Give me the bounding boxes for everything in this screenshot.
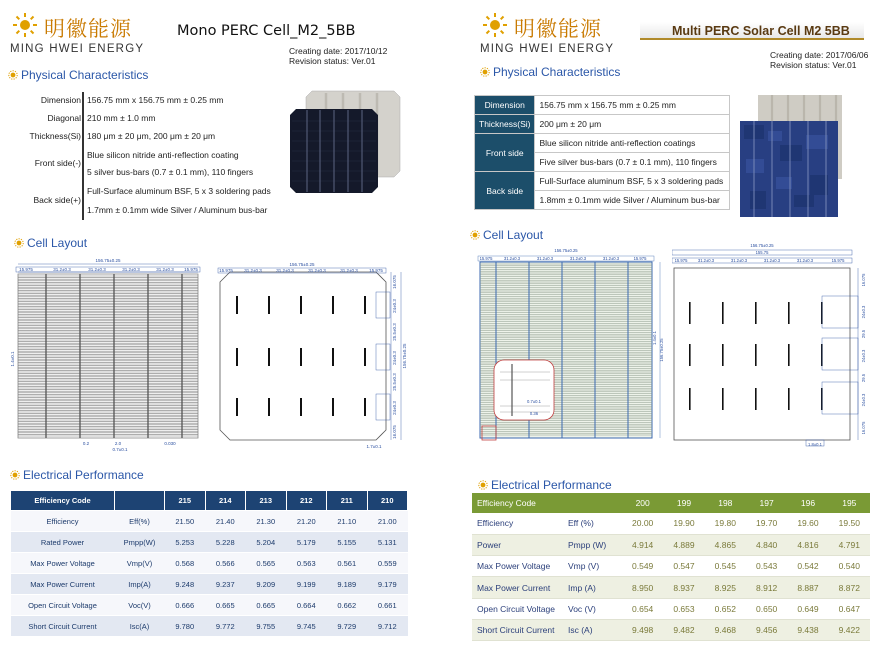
table-row: [11, 532, 408, 553]
parameter-name-cell: Short Circuit Current: [472, 619, 568, 640]
value-cell: 0.653: [663, 598, 704, 619]
value-cell: 4.865: [705, 534, 746, 555]
spec-row-dimension: Dimension 156.75 mm x 156.75 mm ± 0.25 mm: [40, 95, 224, 105]
front-seg-label: 31.2±0.3: [503, 256, 521, 261]
sun-bullet-icon: [8, 70, 18, 80]
back-pad-label: 24±0.3: [861, 349, 866, 363]
back-pad-label: 24±0.3: [861, 393, 866, 407]
value-cell: 0.559: [367, 553, 408, 574]
table-row: [472, 619, 870, 640]
value-cell: 0.547: [663, 556, 704, 577]
value-cell: 9.189: [327, 574, 368, 595]
front-seg-label: 15.975: [19, 267, 33, 272]
value-cell: 5.228: [205, 532, 246, 553]
front-seg-label: 31.2±0.3: [88, 267, 106, 272]
electrical-performance-heading: Electrical Performance: [10, 468, 144, 482]
sun-bullet-icon: [470, 230, 480, 240]
value-cell: 9.498: [622, 619, 663, 640]
table-row: [11, 616, 408, 637]
sun-bullet-icon: [14, 238, 24, 248]
value-cell: 9.237: [205, 574, 246, 595]
parameter-name-cell: Max Power Voltage: [11, 553, 115, 574]
value-cell: 0.545: [705, 556, 746, 577]
value-cell: 0.566: [205, 553, 246, 574]
mono-cell-photo: [288, 87, 406, 195]
logo-english-name: MING HWEI ENERGY: [10, 43, 145, 55]
back-pad-label: 16.075: [392, 425, 397, 439]
back-pad-label: 16.075: [861, 273, 866, 287]
value-cell: 19.60: [787, 513, 828, 534]
back-pad-label: 25.5±0.3: [392, 323, 397, 341]
revision-status: Revision status: Ver.01: [289, 56, 376, 66]
mono-back-layout-drawing: [216, 262, 424, 450]
value-cell: 9.745: [286, 616, 327, 637]
parameter-symbol-cell: Vmp (V): [568, 556, 622, 577]
back-seg-label: 31.2±0.3: [308, 268, 326, 273]
document-title: Mono PERC Cell_M2_5BB: [177, 23, 356, 39]
multi-cell-photo: [740, 95, 844, 219]
logo-chinese-name: 明徽能源: [44, 17, 132, 41]
value-cell: 20.00: [622, 513, 663, 534]
parameter-symbol-cell: Voc (V): [568, 598, 622, 619]
value-cell: 19.90: [663, 513, 704, 534]
value-cell: 19.70: [746, 513, 787, 534]
value-cell: 0.540: [829, 556, 870, 577]
value-cell: 9.772: [205, 616, 246, 637]
value-cell: 0.543: [746, 556, 787, 577]
mono-electrical-table: [10, 490, 408, 637]
value-cell: 19.50: [829, 513, 870, 534]
value-cell: 0.662: [327, 595, 368, 616]
cell-layout-heading: Cell Layout: [14, 236, 87, 250]
value-cell: 9.712: [367, 616, 408, 637]
front-bottom-label: 2.0: [114, 441, 122, 446]
table-row: [472, 534, 870, 555]
parameter-symbol-cell: Isc(A): [115, 616, 165, 637]
back-seg-label: 31.2±0.3: [763, 258, 781, 263]
parameter-name-cell: Max Power Current: [11, 574, 115, 595]
company-logo: [8, 12, 168, 58]
creating-date: Creating date: 2017/06/06: [770, 50, 869, 60]
value-cell: 21.20: [286, 511, 327, 532]
back-seg-label: 31.2±0.3: [276, 268, 294, 273]
back-pad-label: 24±0.3: [392, 351, 397, 365]
value-cell: 5.131: [367, 532, 408, 553]
back-side-label: 156.75±0.25: [402, 343, 407, 369]
back-seg-label: 15.975: [674, 258, 688, 263]
cell-layout-heading: Cell Layout: [470, 228, 543, 242]
back-pad-label: 24±0.3: [392, 401, 397, 415]
spec-row-back-side: Back side Full-Surface aluminum BSF, 5 x 3 soldering pads: [475, 172, 730, 191]
value-cell: 21.50: [165, 511, 206, 532]
front-seg-label: 15.975: [184, 267, 198, 272]
mono-perc-datasheet: [0, 0, 432, 665]
value-cell: 9.209: [246, 574, 287, 595]
front-seg-label: 31.2±0.3: [156, 267, 174, 272]
value-cell: 0.650: [746, 598, 787, 619]
table-row: [11, 595, 408, 616]
value-cell: 0.542: [787, 556, 828, 577]
value-cell: 0.652: [705, 598, 746, 619]
table-row: [472, 556, 870, 577]
spec-row-thickness: Thickness(Si) 200 μm ± 20 μm: [475, 115, 730, 134]
parameter-symbol-cell: Voc(V): [115, 595, 165, 616]
document-meta: [289, 46, 387, 66]
spec-row-back-side: Back side(+) Full-Surface aluminum BSF, 5 x 3 soldering pads 1.7mm ± 0.1mm wide Silver / Aluminum bus-bar: [33, 186, 271, 215]
front-bottom-label: 0.7±0.1: [112, 447, 128, 452]
table-row: [472, 577, 870, 598]
mono-front-layout-drawing: [8, 256, 208, 456]
front-seg-label: 15.975: [479, 256, 493, 261]
spec-row-front-side: Front side(-) Blue silicon nitride anti-reflection coating 5 silver bus-bars (0.7 ± 0.1 mm), 110 fingers: [34, 150, 254, 177]
multi-back-layout-drawing: [672, 240, 872, 450]
multi-perc-datasheet: [444, 0, 878, 665]
multi-electrical-table: [472, 493, 870, 641]
parameter-symbol-cell: Pmpp(W): [115, 532, 165, 553]
value-cell: 9.456: [746, 619, 787, 640]
back-seg-label: 15.975: [219, 268, 233, 273]
parameter-name-cell: Open Circuit Voltage: [11, 595, 115, 616]
back-seg-label: 31.2±0.3: [340, 268, 358, 273]
parameter-symbol-cell: Imp (A): [568, 577, 622, 598]
physical-characteristics-heading: Physical Characteristics: [480, 65, 620, 79]
physical-spec-table: [474, 95, 730, 210]
value-cell: 0.665: [205, 595, 246, 616]
back-bottom-label: 1.8±0.1: [808, 442, 822, 447]
back-seg-label: 31.2±0.3: [730, 258, 748, 263]
front-seg-label: 31.2±0.3: [536, 256, 554, 261]
back-pad-label: 24±0.3: [861, 305, 866, 319]
back-seg-label: 15.975: [369, 268, 383, 273]
sun-logo-icon: [482, 12, 508, 38]
revision-status: Revision status: Ver.01: [770, 60, 857, 70]
back-seg-label: 31.2±0.3: [796, 258, 814, 263]
logo-chinese-name: 明徽能源: [514, 17, 602, 41]
front-seg-label: 31.2±0.3: [569, 256, 587, 261]
value-cell: 9.199: [286, 574, 327, 595]
parameter-name-cell: Open Circuit Voltage: [472, 598, 568, 619]
value-cell: 4.914: [622, 534, 663, 555]
back-inner-label: 155.75: [755, 250, 769, 255]
sun-bullet-icon: [478, 480, 488, 490]
back-seg-label: 31.2±0.3: [697, 258, 715, 263]
table-header-row: Efficiency Code 200 199 198 197 196 195: [472, 493, 870, 513]
value-cell: 9.780: [165, 616, 206, 637]
parameter-name-cell: Power: [472, 534, 568, 555]
back-bottom-label: 1.7±0.1: [366, 444, 382, 449]
front-seg-label: 31.2±0.3: [602, 256, 620, 261]
physical-characteristics-heading: Physical Characteristics: [8, 68, 148, 82]
table-row: [11, 574, 408, 595]
value-cell: 5.253: [165, 532, 206, 553]
back-width-label: 156.75±0.25: [750, 243, 774, 248]
detail-label: 0.7±0.1: [527, 399, 541, 404]
value-cell: 0.561: [327, 553, 368, 574]
value-cell: 8.950: [622, 577, 663, 598]
sun-bullet-icon: [480, 67, 490, 77]
value-cell: 8.912: [746, 577, 787, 598]
value-cell: 8.872: [829, 577, 870, 598]
electrical-performance-heading: Electrical Performance: [478, 478, 612, 492]
parameter-name-cell: Efficiency: [472, 513, 568, 534]
back-pad-label: 25.5±0.3: [392, 373, 397, 391]
parameter-name-cell: Max Power Current: [472, 577, 568, 598]
table-row: [472, 513, 870, 534]
value-cell: 9.422: [829, 619, 870, 640]
back-seg-label: 15.975: [831, 258, 845, 263]
value-cell: 21.00: [367, 511, 408, 532]
front-seg-label: 31.2±0.3: [53, 267, 71, 272]
document-meta: [770, 50, 868, 70]
parameter-symbol-cell: Eff (%): [568, 513, 622, 534]
back-pad-label: 29.5: [861, 329, 866, 339]
parameter-symbol-cell: Isc (A): [568, 619, 622, 640]
value-cell: 0.549: [622, 556, 663, 577]
value-cell: 9.438: [787, 619, 828, 640]
value-cell: 8.887: [787, 577, 828, 598]
value-cell: 4.889: [663, 534, 704, 555]
front-seg-label: 31.2±0.3: [122, 267, 140, 272]
value-cell: 21.30: [246, 511, 287, 532]
front-width-label: 156.75±0.25: [554, 248, 578, 253]
back-width-label: 156.75±0.25: [289, 262, 315, 267]
front-width-label: 156.75±0.25: [95, 258, 121, 263]
value-cell: 5.179: [286, 532, 327, 553]
value-cell: 9.468: [705, 619, 746, 640]
parameter-name-cell: Max Power Voltage: [472, 556, 568, 577]
value-cell: 0.565: [246, 553, 287, 574]
value-cell: 8.925: [705, 577, 746, 598]
front-bottom-label: 0.2: [82, 441, 90, 446]
front-bottom-label: 0.030: [164, 441, 176, 446]
parameter-symbol-cell: Imp(A): [115, 574, 165, 595]
value-cell: 4.816: [787, 534, 828, 555]
front-side-label: 156.75±0.25: [659, 338, 664, 362]
sun-bullet-icon: [10, 470, 20, 480]
parameter-symbol-cell: Pmpp (W): [568, 534, 622, 555]
spec-row-dimension: Dimension 156.75 mm x 156.75 mm ± 0.25 mm: [475, 96, 730, 115]
value-cell: 4.791: [829, 534, 870, 555]
table-row: [472, 598, 870, 619]
back-pad-label: 24±0.3: [392, 299, 397, 313]
front-left-dim-label: 1.4±0.1: [10, 351, 15, 367]
value-cell: 21.40: [205, 511, 246, 532]
spec-row-thickness: Thickness(Si) 180 μm ± 20 μm, 200 μm ± 20 μm: [29, 131, 216, 141]
value-cell: 9.729: [327, 616, 368, 637]
value-cell: 9.248: [165, 574, 206, 595]
parameter-symbol-cell: Vmp(V): [115, 553, 165, 574]
table-header-row: Efficiency Code 215 214 213 212 211 210: [11, 491, 408, 511]
value-cell: 0.563: [286, 553, 327, 574]
back-seg-label: 31.2±0.3: [244, 268, 262, 273]
value-cell: 0.649: [787, 598, 828, 619]
value-cell: 4.840: [746, 534, 787, 555]
value-cell: 0.568: [165, 553, 206, 574]
parameter-name-cell: Short Circuit Current: [11, 616, 115, 637]
table-row: [11, 511, 408, 532]
value-cell: 9.179: [367, 574, 408, 595]
multi-front-layout-drawing: [472, 246, 666, 446]
spec-row-front-side-2: Five silver bus-bars (0.7 ± 0.1 mm), 110 fingers: [475, 153, 730, 172]
parameter-symbol-cell: Eff(%): [115, 511, 165, 532]
back-pad-label: 29.5: [861, 373, 866, 383]
value-cell: 0.661: [367, 595, 408, 616]
spec-row-back-side-2: 1.8mm ± 0.1mm wide Silver / Aluminum bus-bar: [475, 191, 730, 210]
value-cell: 0.665: [246, 595, 287, 616]
spec-row-front-side: Front side Blue silicon nitride anti-reflection coatings: [475, 134, 730, 153]
document-title: Multi PERC Solar Cell M2 5BB: [672, 24, 850, 38]
value-cell: 0.654: [622, 598, 663, 619]
value-cell: 0.666: [165, 595, 206, 616]
spec-row-diagonal: Diagonal 210 mm ± 1.0 mm: [47, 113, 156, 123]
company-logo: [478, 12, 638, 58]
value-cell: 9.482: [663, 619, 704, 640]
creating-date: Creating date: 2017/10/12: [289, 46, 388, 56]
value-cell: 5.155: [327, 532, 368, 553]
value-cell: 0.647: [829, 598, 870, 619]
back-pad-label: 16.075: [392, 275, 397, 289]
front-left-dim-label: 1.4±0.1: [652, 331, 657, 345]
value-cell: 0.664: [286, 595, 327, 616]
value-cell: 9.755: [246, 616, 287, 637]
table-row: [11, 553, 408, 574]
value-cell: 5.204: [246, 532, 287, 553]
value-cell: 21.10: [327, 511, 368, 532]
value-cell: 19.80: [705, 513, 746, 534]
value-cell: 8.937: [663, 577, 704, 598]
detail-label: 0.36: [529, 411, 539, 416]
front-seg-label: 15.975: [633, 256, 647, 261]
parameter-name-cell: Rated Power: [11, 532, 115, 553]
back-pad-label: 16.075: [861, 421, 866, 435]
parameter-name-cell: Efficiency: [11, 511, 115, 532]
logo-english-name: MING HWEI ENERGY: [480, 43, 615, 55]
sun-logo-icon: [12, 12, 38, 38]
